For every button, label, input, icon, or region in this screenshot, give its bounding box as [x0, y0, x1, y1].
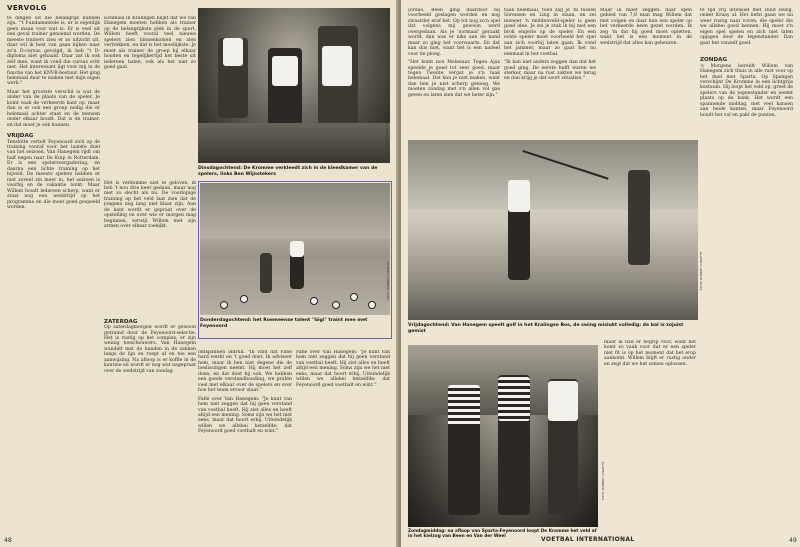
paragraph: maar ik had er begrip voor, want het komt zo vaak voor dat er een speler niet fit is op het moment dat het erop aankomt. Willem blijft er rustig onder en zegt dat we het samen oplossen. — [604, 340, 696, 367]
page-number-left: 48 — [4, 537, 12, 544]
paragraph: Tenslotte vertelt Feyenoord zich op de training vooraf voor het laatste duel van het seizoen. Van Hanegem rijdt om half negen naar De Kuip in Rotterdam. Er is een spelersvergadering, en daarna een lichte training op het bijveld. De meeste spelers hebben er niet zoveel zin meer in, het seizoen is voorbij en de vakantie lonkt. Maar Willem houdt iedereen scherp, want er staat nog een wedstrijd op het programma en die moet goed gespeeld worden. — [7, 139, 100, 210]
left-column-3 — [198, 350, 292, 538]
paragraph: Fafié over Van Hanegem: "Je kunt van hem niet zeggen dat hij geen verstand van voetbal heeft. Hij ziet alles en heeft altijd een mening. Soms zijn we het niet eens, maar dat hoort erbij. Uiteindelijk willen we allebei hetzelfde: dat Feyenoord goed voetbalt en wint." — [296, 350, 390, 388]
right-column-3 — [600, 8, 692, 136]
right-column-4 — [700, 8, 793, 538]
football — [310, 297, 318, 305]
trees — [408, 140, 698, 210]
paragraph: Op zaterdagmorgen wordt er gewoon getraind door de Feyenoord-selectie. Het is rustig op het complex, er zijn weinig toeschouwers. Van Hanegem wandelt met de handen in de zakken langs de lijn en roept af en toe een aanwijzing. Na afloop is er koffie in de kantine en wordt er nog wat nagepraat over de wedstrijd van zondag. — [104, 325, 196, 374]
paragraph: Jordao. Been ging daardoor bij voorbeeld geslagen worden en nog zwaarder eraf het. Op tot nog zo'n spel dat volgens mij gewoon werd overgedaan. Als je 'normaal' geraakt wordt, dan was er niks aan de hand maar zo ging het voorwaarts. En dat kan dus niet, want het is een nadeel voor de ploeg. — [408, 8, 500, 57]
paragraph: te tijd vrij intensief met Duut bezig, onder Kraay al. Het liefst gaan we nu weer rustig naar voren, die speler die we allebei goed kennen. Hij moet z'n eigen spel spelen en zich niet laten opjagen door de tegenstander. Dan gaat het vanzelf goed. — [700, 8, 793, 46]
photo-credit: FOTO: ROBERT COLLETTE — [601, 461, 605, 500]
photo-training — [200, 183, 390, 315]
paragraph: te dingen uit die belangrijk kunnen zijn. "'t Fundamentele is, er is eigenlijk geen maan voor wat is. Er is veel uit een geval trainer genoemd worden. De meeste trainers zien er zo uitzicht uit, daar wil ik best van gaan kijken naar zo'n D-cursus gevolgd, ik heb "t D-diploma niet gehaald. Daar zat ik ook zelf mee, want ik vond die cursus echt niet. Het interessant ligt voor mij in de functie van het KNVB-bestuur. Het ging helemaal daar te maken met mijn eigen werk." — [7, 16, 100, 87]
photo-sparta-feyenoord — [408, 345, 598, 527]
football — [332, 301, 340, 309]
section-head-zaterdag: ZATERDAG — [104, 318, 138, 325]
paragraph: Maar het grootste verschil is wat de ander van de plaats van de speler. Je komt vaak de verkeerde kant op, maar dan is er ook een groep nodig die er helemaal achter staat en de mensen onder elkaar houdt. Dat is de trainer, en dat moet je ook kunnen. — [7, 89, 100, 128]
left-page — [0, 0, 398, 547]
paragraph: Fafié over Van Hanegem: "Je kunt van hem niet zeggen dat hij geen verstand van voetbal heeft. Hij ziet alles en heeft altijd een mening. Soms zijn we het niet eens, maar dat hoort erbij. Uiteindelijk willen we allebei hetzelfde: dat Feyenoord goed voetbalt en wint." — [198, 396, 292, 435]
striped-shirt — [498, 377, 530, 421]
tree-line — [200, 183, 390, 238]
right-column-1 — [408, 8, 500, 136]
paragraph: "Ik kan niet anders zeggen dan dat het goed ging. De eerste helft waren we sterker, maar na rust zakten we terug en dan krijg je dat soort situaties." — [504, 60, 596, 82]
page-number-right: 49 — [789, 537, 797, 544]
football — [350, 293, 358, 301]
left-column-2 — [104, 16, 196, 538]
striped-shirt — [448, 385, 480, 427]
bench — [198, 123, 390, 163]
right-column-3b — [604, 340, 696, 538]
photo-locker-room — [198, 8, 390, 163]
paragraph: ontspannen indruk. "Ik vind dat Fafie hard werkt en 't goed doet. Ik adviseer hem, maar ik ben niet degene die de beslissingen neemt. Hij moet het zelf doen, en dat doet hij ook. We hebben een goede verstandhouding, we praten veel met elkaar over de spelers en over hoe het team ervoor staat." — [198, 350, 292, 394]
golfer-shirt — [508, 180, 530, 212]
photo-caption-golf: Vrijdagochtend: Van Hanegem speelt golf in het Kralingse Bos, de swing mislukt volledig: de bal is zojuist gemist — [408, 323, 684, 334]
left-column-4 — [296, 350, 390, 538]
paragraph: "Het komt nou Molenaar. Tegen Ajax speelde je goed tot zeer goed, maar tegen Twente vergat je z'n taak helemaal. Dat kun je niet maken, want dan ben je niet scherp genoeg. We moeten zondag met z'n allen vol gas geven en laten zien dat we beter zijn." — [408, 60, 500, 98]
left-column-1 — [7, 16, 100, 538]
right-page — [401, 0, 800, 547]
photo-credit: FOTO: ROBERT COLLETTE — [386, 261, 390, 300]
football — [240, 295, 248, 303]
shirt — [322, 46, 352, 86]
section-head-zondag: ZONDAG — [700, 57, 728, 64]
paragraph: Het is verdomme niet te geloven, ik heb 't nou drie keer gedaan, maar nog niet zo slecht als nu. De voorlopige training op het veld laat zien dat de jongens nog lang niet klaar zijn. Aan de kant wordt er gepraat over de opstelling en over wie er morgen mag beginnen, terwijl Willem met zijn armen over elkaar toekijkt. — [104, 180, 196, 230]
photo-caption-sparta-feyenoord: Zondagmiddag: na afloop van Sparta-Feyenoord loopt De Kromme het veld af in het kielzog van Been en Van der Weel — [408, 529, 597, 539]
paragraph: Maar ik moet zeggen: daar open gebied van 7,8 man mag Willem dat niet volgen en daar kan een speler op het verkeerde been gezet worden. Ik zeg 'm dat hij goed moet opletten, want het is een moment in de wedstrijd dat alles kan gebeuren. — [600, 8, 692, 46]
page-header: VERVOLG — [7, 4, 47, 12]
photo-caption-training: Donderdagochtend: het Roemeense talent "Gigi" traint mee met Feyenoord — [200, 318, 368, 329]
photo-credit: FOTO: ROBERT COLLETTE — [699, 251, 703, 290]
shirt — [272, 56, 298, 86]
magazine-brand: VOETBAL INTERNATIONAL — [541, 536, 635, 543]
photo-golf — [408, 140, 698, 320]
photo-credit: FOTO: ROBERT COLLETTE — [385, 121, 389, 160]
shirt — [290, 241, 304, 257]
football — [368, 301, 376, 309]
photo-caption-locker-room: Dinsdagochtend: De Kromme verkleedt zich in de kleedkamer van de spelers, links Ben Wijnstekers — [198, 166, 378, 177]
paragraph: Eenmaal in Kralingen blijkt dat we van Hanegem moeten hebben als trainer op de belangrijkste plek in de sport. Willem heeft vooral veel nieuwe spelers zien binnenkomen en zien vertrekken, en dat is het moeilijkste. Je moet als trainer de groep bij elkaar houden en tegelijkertijd het beste uit iedereen halen, ook als het niet zo goed gaat. — [104, 16, 196, 71]
shirt — [548, 381, 578, 421]
paragraph: taak helemaal, toen zag je 'm tussen Sörensen en Ling in staan, en zei meneer 'n middenveld-speler is geen goed idee. Je zei je stuk ik bij met een brok engerie op de speler. En een echte speler moet voorbeeld het spel aan zich voorbij laten gaan. Ik vond het jammer, maar zo gaat het nu eenmaal in het voetbal. — [504, 8, 596, 57]
shirt — [223, 38, 243, 66]
right-column-2 — [504, 8, 596, 136]
section-head-vrijdag: VRIJDAG — [7, 133, 34, 140]
spectator-figure — [628, 170, 650, 265]
player-figure — [260, 253, 272, 293]
football — [220, 301, 228, 309]
paragraph: 's Morgens bereidt Willem van Hanegem zich thuis in alle rust voor op het duel met Sparta. Op Spangen verschijnt De Kromme in een lichtgrijs kostuum. Hij loopt het veld op, groet de spelers van de tegenstander en neemt plaats op de bank. Het wordt een spannende middag, met veel kansen aan beide kanten, maar Feyenoord houdt het vol en pakt de punten. — [700, 63, 793, 118]
